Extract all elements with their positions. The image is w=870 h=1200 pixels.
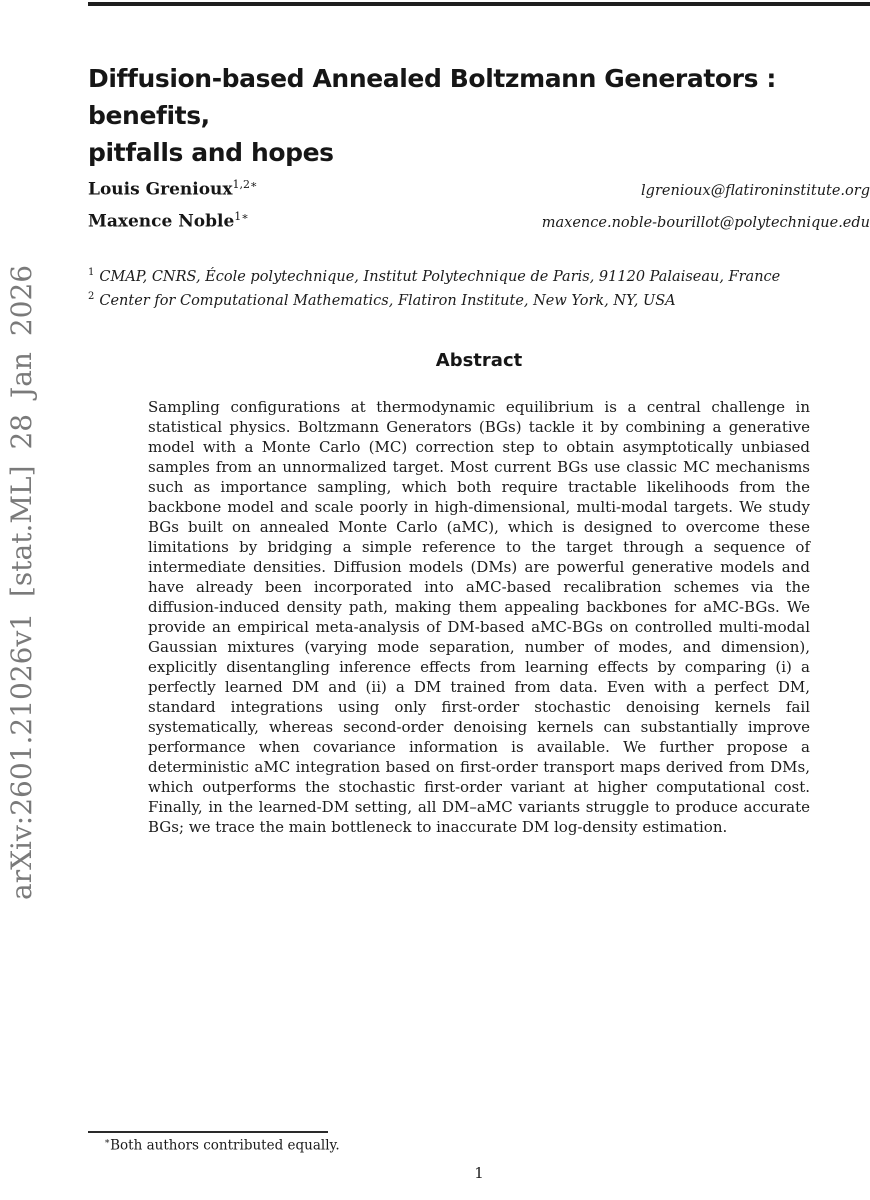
abstract-body: Sampling configurations at thermodynamic equilibrium is a central challenge in statistical physics. Boltzmann Generators (BGs) tackle it by combining a generative model with a Monte Carlo (MC) correction step to obtain asymptotically unbiased samples from an unnormalized target. Most current BGs use classic MC mechanisms such as importance sampling, which both require tractable likelihoods from the backbone model and scale poorly in high-dimensional, multi-modal targets. We study BGs built on annealed Monte Carlo (aMC), which is designed to overcome these limitations by bridging a simple reference to the target through a sequence of intermediate densities. Diffusion models (DMs) are powerful generative models and have already been incorporated into aMC-based recalibration schemes via the diffusion-induced density path, making them appealing backbones for aMC-BGs. We provide an empirical meta-analysis of DM-based aMC-BGs on controlled multi-modal Gaussian mixtures (varying mode separation, number of modes, and dimension), explicitly disentangling inference effects from learning effects by comparing (i) a perfectly learned DM and (ii) a DM trained from data. Even with a perfect DM, standard integrations using only first-order stochastic denoising kernels fail systematically, whereas second-order denoising kernels can substantially improve performance when covariance information is available. We further propose a deterministic aMC integration based on first-order transport maps derived from DMs, which outperforms the stochastic first-order variant at higher computational cost. Finally, in the learned-DM setting, all DM–aMC variants struggle to produce accurate BGs; we trace the main bottleneck to inaccurate DM log-density estimation. bbox=[148, 398, 810, 836]
author-email-2: maxence.noble-bourillot@polytechnique.edu bbox=[541, 214, 870, 231]
affiliations bbox=[88, 263, 870, 311]
author-1-superscript: 1,2∗ bbox=[232, 178, 258, 191]
affiliation-2-text: Center for Computational Mathematics, Flatiron Institute, New York, NY, USA bbox=[99, 292, 676, 309]
paper-title bbox=[88, 60, 870, 171]
footnote-marker: ∗ bbox=[104, 1137, 111, 1147]
footnote-rule bbox=[88, 1131, 328, 1133]
affiliation-1-text: CMAP, CNRS, École polytechnique, Institut Polytechnique de Paris, 91120 Palaiseau, France bbox=[99, 268, 781, 285]
arxiv-watermark: arXiv:2601.21026v1 [stat.ML] 28 Jan 2026 bbox=[5, 264, 38, 900]
affiliation-2 bbox=[88, 287, 870, 311]
footnote bbox=[88, 1137, 788, 1154]
paper-title-line2: pitfalls and hopes bbox=[88, 138, 334, 167]
author-email-1: lgrenioux@flatironinstitute.org bbox=[641, 182, 870, 199]
page-number: 1 bbox=[474, 1164, 484, 1182]
affiliation-1 bbox=[88, 263, 870, 287]
affiliation-2-marker: 2 bbox=[88, 290, 95, 302]
author-name-2: Maxence Noble$^{1∗}$ bbox=[88, 210, 249, 232]
footnote-text: Both authors contributed equally. bbox=[110, 1137, 340, 1154]
author-name-1: Louis Grenioux$^{1,2∗}$ bbox=[88, 178, 258, 200]
paper-title-line1: Diffusion-based Annealed Boltzmann Generators : benefits, bbox=[88, 64, 776, 130]
author-row-2 bbox=[88, 210, 870, 232]
author-row-1 bbox=[88, 178, 870, 200]
affiliation-1-marker: 1 bbox=[88, 267, 95, 278]
author-2-superscript: 1∗ bbox=[234, 210, 249, 223]
header-rule bbox=[88, 2, 870, 6]
abstract-heading: Abstract bbox=[435, 350, 523, 371]
